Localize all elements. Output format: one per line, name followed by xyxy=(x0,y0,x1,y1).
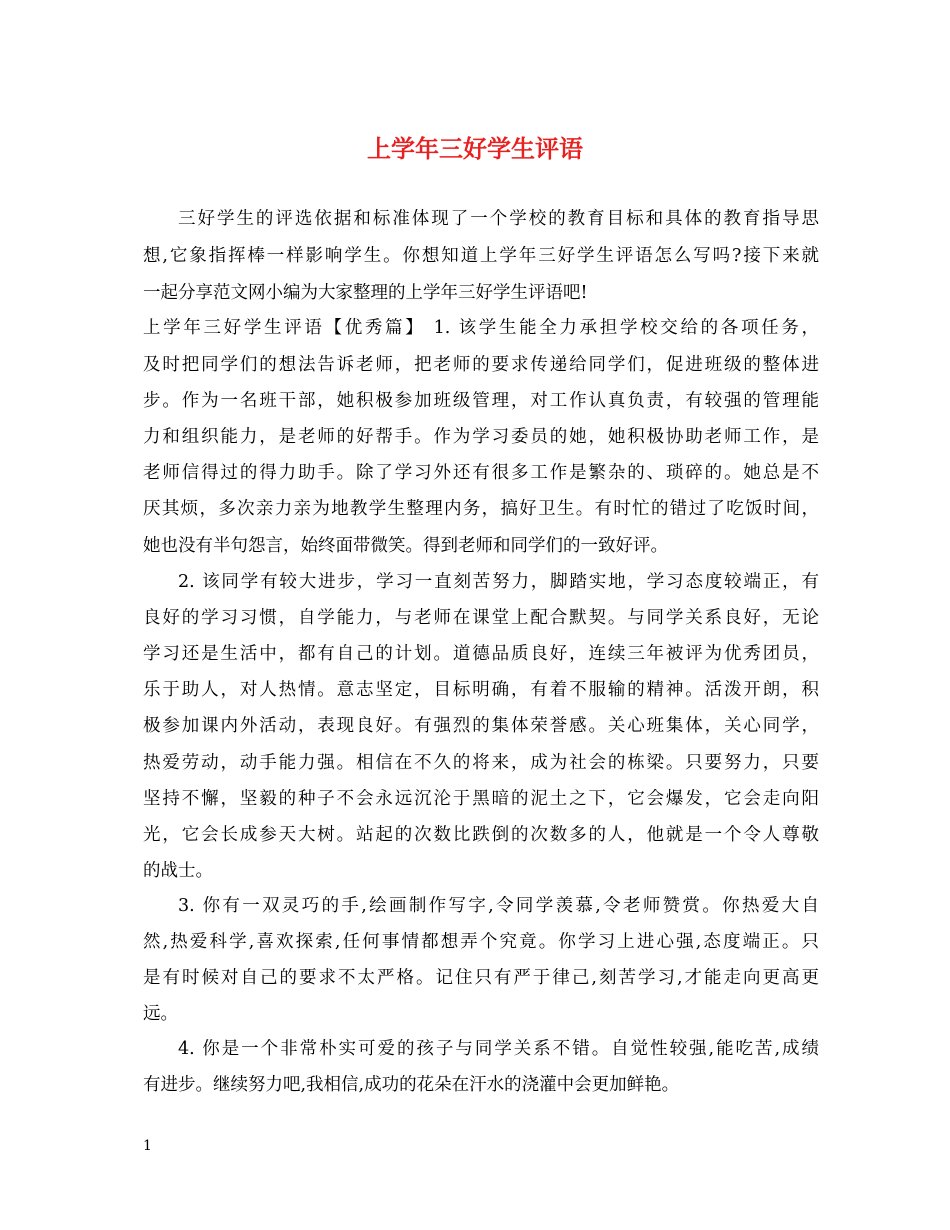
body-line: 极参加课内外活动，表现良好。有强烈的集体荣誉感。关心班集体，关心同学， xyxy=(143,716,819,736)
body-line: 乐于助人，对人热情。意志坚定，目标明确，有着不服输的精神。活泼开朗，积 xyxy=(143,680,819,700)
body-line: 有进步。继续努力吧,我相信,成功的花朵在汗水的浇灌中会更加鲜艳。 xyxy=(143,1075,680,1095)
body-line: 远。 xyxy=(143,1004,178,1024)
body-line: 的战士。 xyxy=(143,861,213,881)
body-line: 步。作为一名班干部，她积极参加班级管理，对工作认真负责，有较强的管理能 xyxy=(143,391,819,411)
body-line: 一起分享范文网小编为大家整理的上学年三好学生评语吧! xyxy=(143,283,588,303)
page-title: 上学年三好学生评语 xyxy=(367,134,583,163)
body-line: 厌其烦，多次亲力亲为地教学生整理内务，搞好卫生。有时忙的错过了吃饭时间， xyxy=(143,499,819,519)
body-line: 光，它会长成参天大树。站起的次数比跌倒的次数多的人，他就是一个令人尊敬 xyxy=(143,825,819,845)
body-line: 是有时候对自己的要求不太严格。记住只有严于律己,刻苦学习,才能走向更高更 xyxy=(143,968,819,988)
section-heading-line: 上学年三好学生评语【优秀篇】 1. 该学生能全力承担学校交给的各项任务， xyxy=(143,318,819,338)
body-line: 坚持不懈，坚毅的种子不会永远沉沦于黑暗的泥土之下，它会爆发，它会走向阳 xyxy=(143,789,819,809)
body-line: 老师信得过的得力助手。除了学习外还有很多工作是繁杂的、琐碎的。她总是不 xyxy=(143,463,819,483)
body-line: 3. 你有一双灵巧的手,绘画制作写字,令同学羡慕,令老师赞赏。你热爱大自 xyxy=(178,896,819,916)
body-line: 良好的学习习惯，自学能力，与老师在课堂上配合默契。与同学关系良好，无论 xyxy=(143,608,819,628)
body-line: 她也没有半句怨言，始终面带微笑。得到老师和同学们的一致好评。 xyxy=(143,536,668,556)
body-line: 学习还是生活中，都有自己的计划。道德品质良好，连续三年被评为优秀团员， xyxy=(143,644,819,664)
body-line: 及时把同学们的想法告诉老师，把老师的要求传递给同学们，促进班级的整体进 xyxy=(143,355,819,375)
page-number: 1 xyxy=(143,1138,152,1154)
body-line: 然,热爱科学,喜欢探索,任何事情都想弄个究竟。你学习上进心强,态度端正。只 xyxy=(143,932,819,952)
body-line: 力和组织能力，是老师的好帮手。作为学习委员的她，她积极协助老师工作，是 xyxy=(143,427,819,447)
body-line: 想,它象指挥棒一样影响学生。你想知道上学年三好学生评语怎么写吗?接下来就 xyxy=(143,246,819,266)
body-line: 三好学生的评选依据和标准体现了一个学校的教育目标和具体的教育指导思 xyxy=(178,209,819,229)
body-line: 热爱劳动，动手能力强。相信在不久的将来，成为社会的栋梁。只要努力，只要 xyxy=(143,753,819,773)
body-line: 2. 该同学有较大进步，学习一直刻苦努力，脚踏实地，学习态度较端正，有 xyxy=(178,572,819,592)
body-line: 4. 你是一个非常朴实可爱的孩子与同学关系不错。自觉性较强,能吃苦,成绩 xyxy=(178,1039,819,1059)
